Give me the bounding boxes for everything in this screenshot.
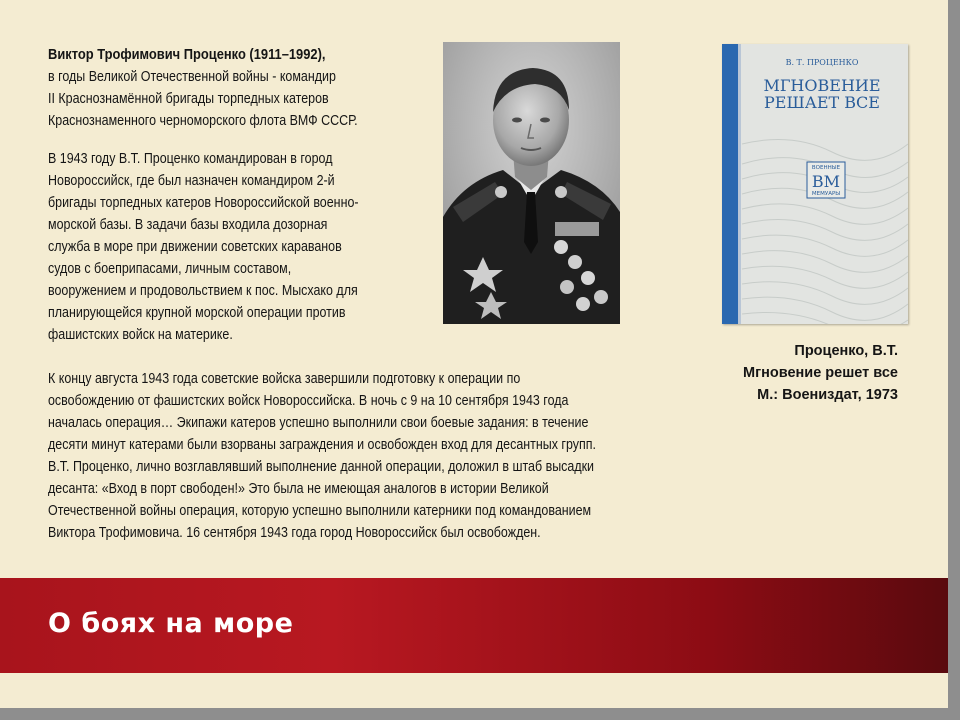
paragraph-line: планирующейся крупной морской операции против: [48, 305, 346, 321]
paragraph-line: началась операция… Экипажи катеров успешно выполнили свои боевые задания: в течение: [48, 415, 589, 431]
book-author: В. Т. ПРОЦЕНКО: [785, 58, 859, 67]
paragraph-line: десанта: «Вход в порт свободен!» Это была не имеющая аналогов в истории Великой: [48, 481, 549, 497]
paragraph-line: фашистских войск на материке.: [48, 327, 233, 343]
operation-paragraph: [48, 368, 710, 544]
paragraph-line: десяти минут катерами были взорваны заграждения и освобожден вход для десантных групп.: [48, 437, 596, 453]
book-cover-image: [722, 44, 908, 324]
portrait-photo: [443, 42, 620, 324]
paragraph-line: служба в море при движении советских караванов: [48, 239, 342, 255]
caption-line: Проценко, В.Т.: [794, 343, 898, 359]
paragraph-line: Виктора Трофимовича. 16 сентября 1943 года город Новороссийск был освобожден.: [48, 525, 541, 541]
book-caption: [638, 340, 898, 406]
paragraph-line: В.Т. Проценко, лично возглавлявший выполнение данной операции, доложил в штаб высадки: [48, 459, 595, 475]
caption-line: М.: Воениздат, 1973: [757, 387, 898, 403]
paragraph-line: бригады торпедных катеров Новороссийской военно-: [48, 195, 359, 211]
paragraph-line: вооружением и продовольствием к пос. Мысхако для: [48, 283, 358, 299]
assignment-paragraph: [48, 148, 426, 346]
book-cover-illustration: [722, 44, 908, 324]
paragraph-line: К концу августа 1943 года советские войска завершили подготовку к операции по: [48, 371, 521, 387]
paragraph-line: Отечественной войны операция, которую успешно выполнили катерники под командованием: [48, 503, 592, 519]
person-name: Виктор Трофимович Проценко (1911–1992),: [48, 46, 326, 63]
paragraph-line: Новороссийск, где был назначен командиром 2-й: [48, 173, 335, 189]
book-title-line2: РЕШАЕТ ВСЕ: [764, 93, 880, 112]
paragraph-line: судов с боеприпасами, личным составом,: [48, 261, 292, 277]
banner-title: О боях на море: [48, 608, 294, 639]
intro-line: в годы Великой Отечественной войны - командир: [48, 69, 336, 85]
series-logo: ВМ: [811, 172, 841, 191]
paragraph-line: В 1943 году В.Т. Проценко командирован в город: [48, 151, 333, 167]
intro-paragraph: [48, 44, 426, 132]
caption-line: Мгновение решет все: [743, 365, 898, 381]
officer-portrait-illustration: [443, 42, 620, 324]
intro-line: II Краснознамённой бригады торпедных катеров: [48, 91, 329, 107]
series-label-bottom: МЕМУАРЫ: [811, 191, 841, 197]
series-label-top: ВОЕННЫЕ: [811, 165, 841, 171]
paragraph-line: освобождению от фашистских войск Новороссийска. В ночь с 9 на 10 сентября 1943 года: [48, 393, 569, 409]
intro-line: Краснознаменного черноморского флота ВМФ СССР.: [48, 113, 358, 129]
book-title-line1: МГНОВЕНИЕ: [763, 76, 881, 95]
paragraph-line: морской базы. В задачи базы входила дозорная: [48, 217, 328, 233]
